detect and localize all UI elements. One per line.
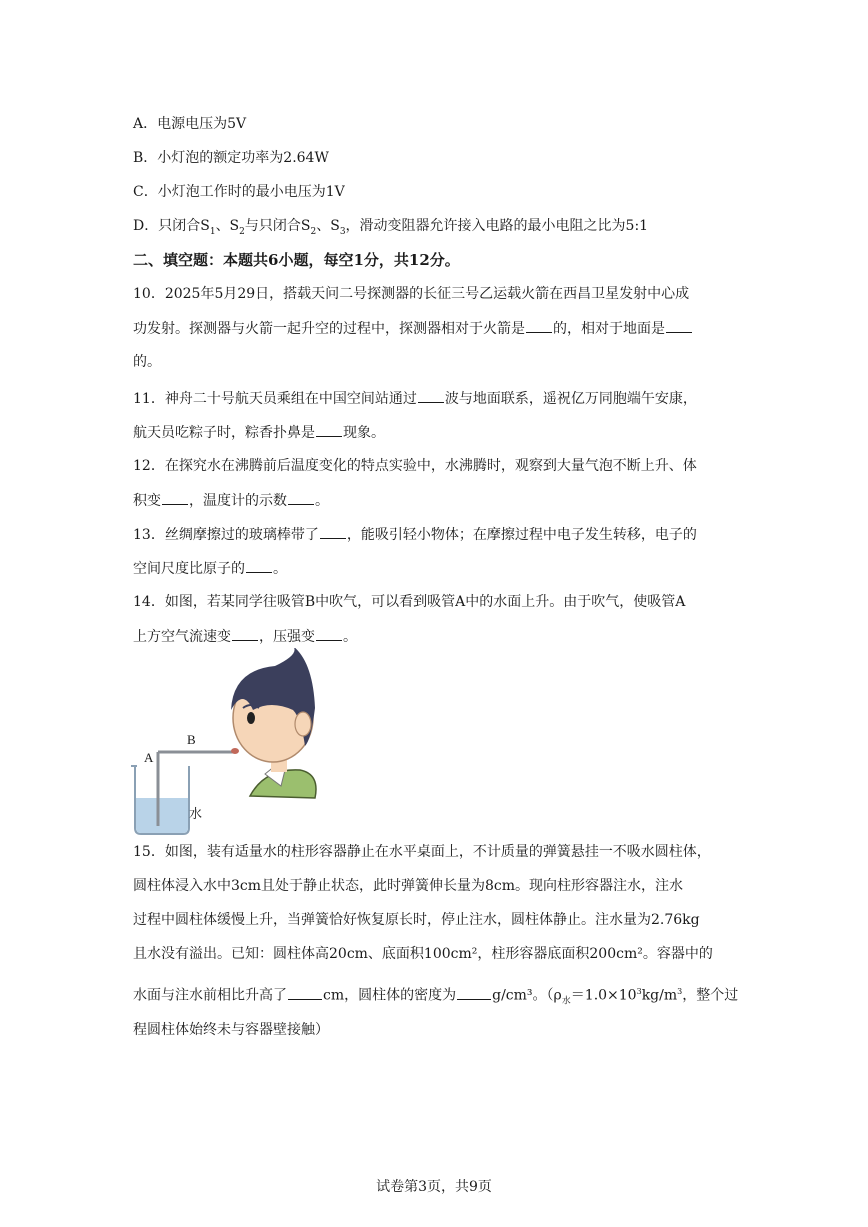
text-segment: ，整个过 [682,987,739,1004]
text-segment: 。 [315,493,329,509]
answer-blank[interactable] [316,626,342,641]
option-d-text: 、S [215,218,240,234]
boy-blowing-straw-illustration [125,648,325,838]
text-segment: ，能吸引轻小物体；在摩擦过程中电子发生转移，电子的 [346,527,697,543]
answer-blank[interactable] [320,524,346,539]
question-10-line [133,318,693,339]
text-segment: 。 [343,629,357,645]
section-heading: 二、填空题：本题共6小题，每空1分，共12分。 [133,251,460,269]
question-12-line: 12．在探究水在沸腾前后温度变化的特点实验中，水沸腾时，观察到大量气泡不断上升、体 [133,458,697,474]
question-15-line: 程圆柱体始终未与容器壁接触） [133,1022,329,1038]
option-c: C．小灯泡工作时的最小电压为1V [133,184,345,200]
mouth [231,748,239,754]
question-11-line [133,388,697,409]
text-segment: 空间尺度比原子的 [133,561,245,577]
text-segment: 功发射。探测器与火箭一起升空的过程中，探测器相对于火箭是 [133,321,525,337]
label-water: 水 [189,807,203,822]
answer-blank[interactable] [246,558,272,573]
superscript: 3 [636,987,642,996]
text-segment: kg/m [641,987,678,1004]
text-segment: ，温度计的示数 [189,493,287,509]
option-d-text: 、S [316,218,340,234]
question-15-line [133,982,738,1011]
question-10-line: 10．2025年5月29日，搭载天问二号探测器的长征三号乙运载火箭在西昌卫星发射中心成 [133,286,690,302]
text-segment: cm，圆柱体的密度为 [323,987,457,1004]
question-15-line: 圆柱体浸入水中3cm且处于静止状态，此时弹簧伸长量为8cm。现向柱形容器注水，注水 [133,878,684,894]
answer-blank[interactable] [418,388,444,403]
text-segment: 。 [273,561,287,577]
superscript: 3 [677,987,683,996]
ear [295,712,311,736]
question-15-line: 过程中圆柱体缓慢上升，当弹簧恰好恢复原长时，停止注水，圆柱体静止。注水量为2.76kg [133,912,700,928]
eye [247,712,255,724]
text-segment: 积变 [133,493,161,509]
text-segment: 水面与注水前相比升高了 [133,987,287,1004]
subscript: 2 [239,226,245,237]
question-14-line [133,626,357,647]
answer-blank[interactable] [288,490,314,505]
option-a: A．电源电压为5V [133,116,247,132]
text-segment: 波与地面联系，遥祝亿万同胞端午安康， [444,391,697,407]
subscript: 2 [310,226,317,237]
question-15-line: 15．如图，装有适量水的柱形容器静止在水平桌面上，不计质量的弹簧悬挂一不吸水圆柱体， [133,844,711,860]
answer-blank[interactable] [457,985,491,1000]
answer-blank[interactable] [232,626,258,641]
answer-blank[interactable] [316,422,342,437]
question-11-line [133,422,385,443]
text-segment: 现象。 [343,425,385,441]
text-segment: 上方空气流速变 [133,629,231,645]
label-a: A [144,750,154,765]
label-b: B [187,732,196,747]
option-d [133,216,648,242]
answer-blank[interactable] [666,318,692,333]
text-segment: ，压强变 [259,629,315,645]
question-13-line [133,558,287,579]
text-segment: 航天员吃粽子时，粽香扑鼻是 [133,425,315,441]
text-segment: 13．丝绸摩擦过的玻璃棒带了 [133,527,319,543]
text-segment: 的，相对于地面是 [553,321,665,337]
question-14-line: 14．如图，若某同学往吸管B中吹气，可以看到吸管A中的水面上升。由于吹气，使吸管A [133,594,686,610]
subscript: 1 [209,226,216,237]
question-12-line [133,490,329,511]
answer-blank[interactable] [526,318,552,333]
option-b: B．小灯泡的额定功率为2.64W [133,150,329,166]
page-footer: 试卷第3页，共9页 [376,1179,492,1195]
answer-blank[interactable] [288,985,322,1000]
answer-blank[interactable] [162,490,188,505]
option-d-text: D．只闭合S [133,218,210,234]
water-fill [136,798,188,833]
subscript: 3 [339,226,346,237]
subscript: 水 [561,996,571,1007]
text-segment: 11．神舟二十号航天员乘组在中国空间站通过 [133,391,417,407]
question-13-line [133,524,697,545]
question-15-line: 且水没有溢出。已知：圆柱体高20cm、底面积100cm²，柱形容器底面积200cm²。容器中的 [133,946,713,962]
text-segment: ＝1.0×10 [570,987,637,1004]
option-d-text: 与只闭合S [244,218,311,234]
question-10-line: 的。 [133,354,161,370]
option-d-text: ，滑动变阻器允许接入电路的最小电阻之比为5:1 [345,218,649,234]
straw-experiment-figure [125,648,325,838]
text-segment: g/cm³。（ρ [492,987,562,1004]
